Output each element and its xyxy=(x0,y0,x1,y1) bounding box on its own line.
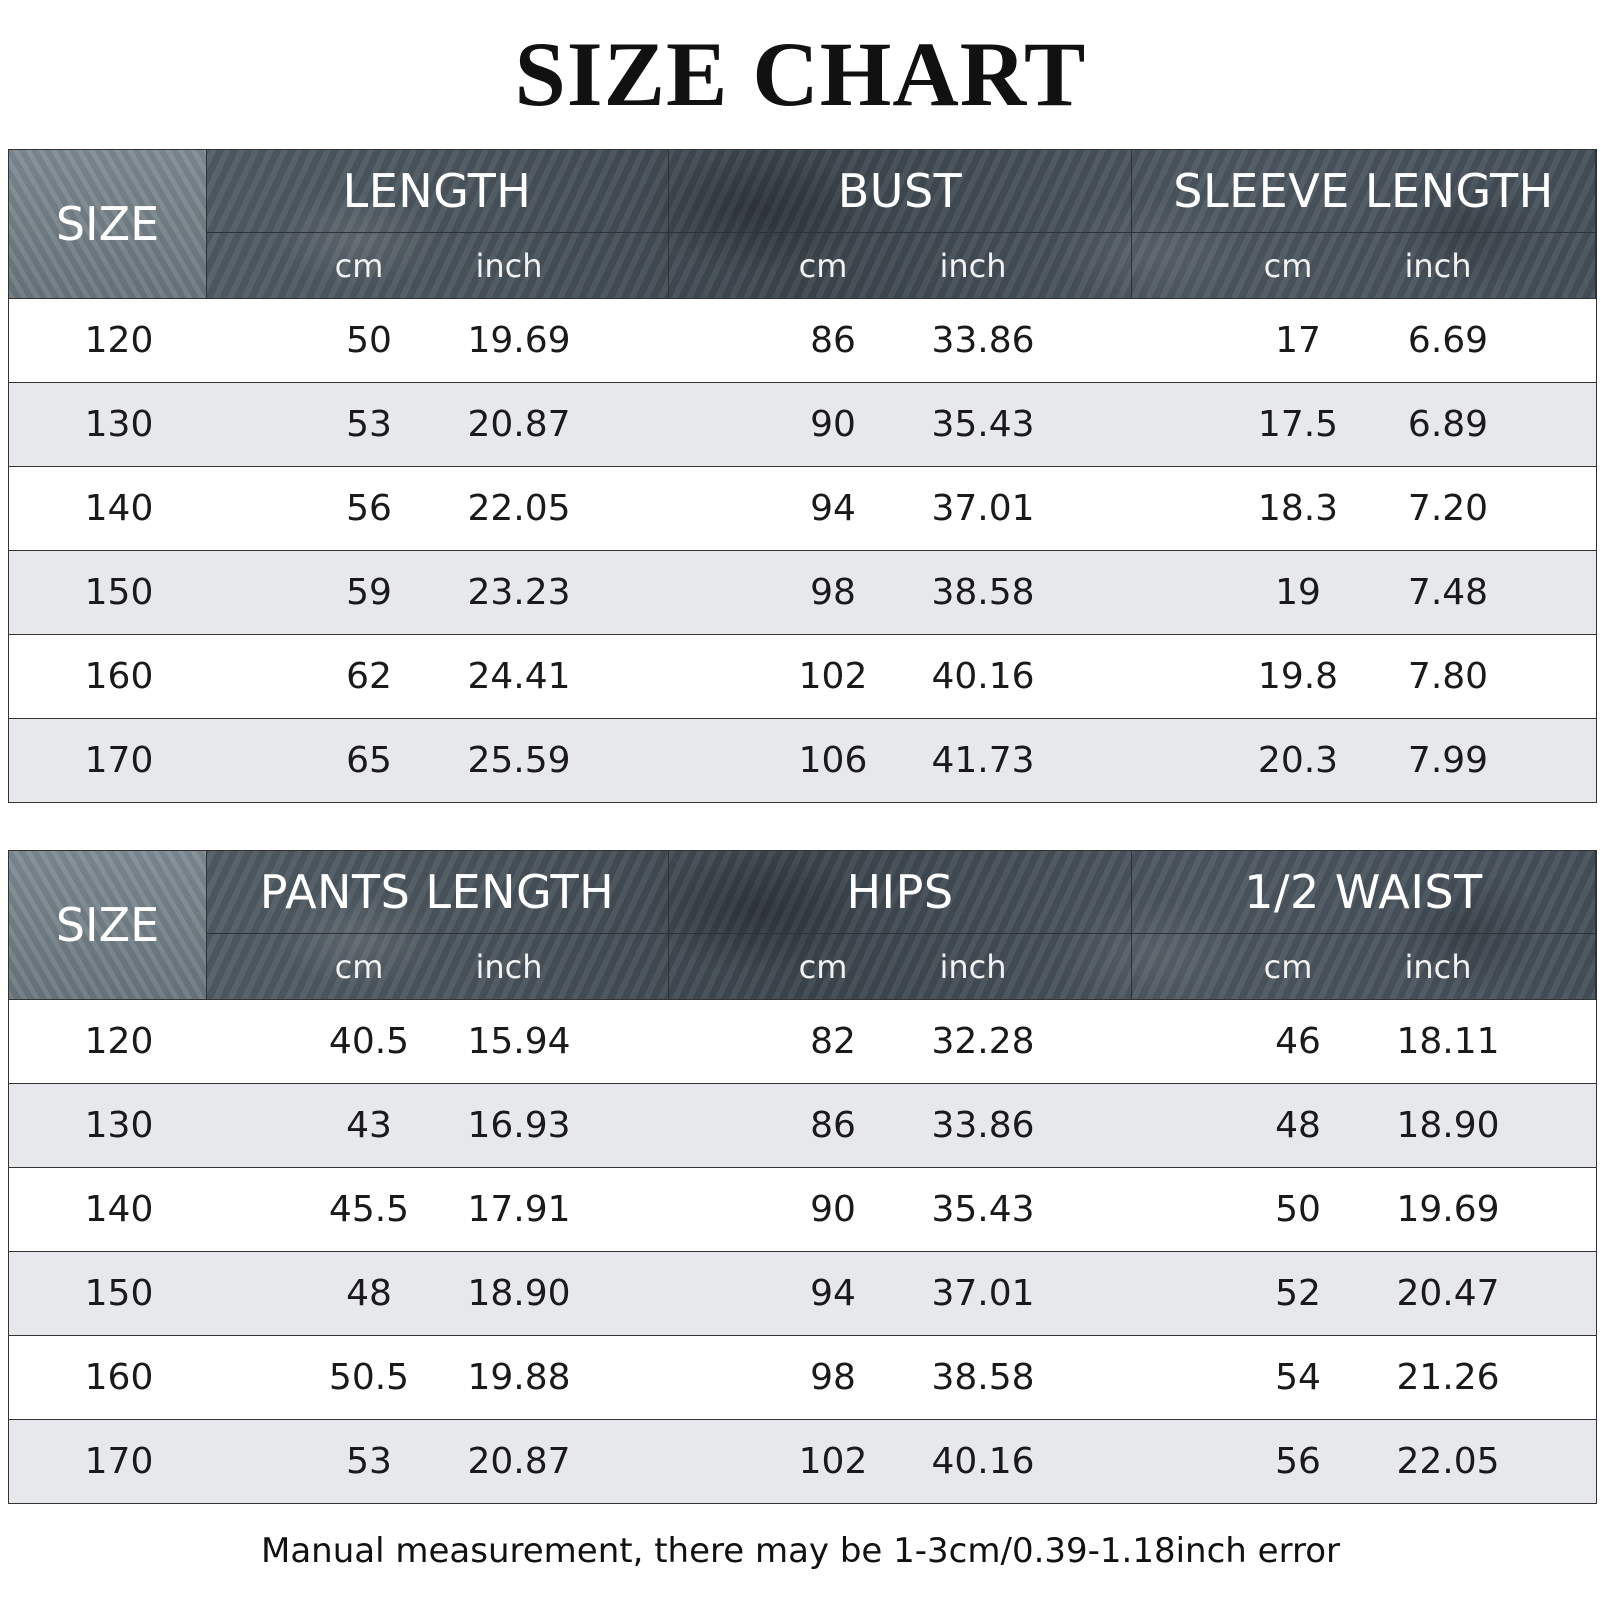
measurement-cell: 53 xyxy=(346,403,392,445)
measurement-cell: 22.05 xyxy=(1396,1440,1500,1482)
measurement-cell: 98 xyxy=(810,571,856,613)
table-row xyxy=(9,298,1596,382)
table-row xyxy=(9,382,1596,466)
measurement-cell: 106 xyxy=(798,739,868,781)
measurement-cell: 17.91 xyxy=(467,1188,571,1230)
table-row xyxy=(9,634,1596,718)
group-label: 1/2 WAIST xyxy=(1132,851,1595,934)
size-cell: 150 xyxy=(84,1272,154,1314)
measurement-cell: 35.43 xyxy=(931,403,1035,445)
unit-label: inch xyxy=(939,247,1007,285)
measurement-cell: 86 xyxy=(810,1104,856,1146)
measurement-cell: 94 xyxy=(810,1272,856,1314)
unit-label: inch xyxy=(475,948,543,986)
page-title: SIZE CHART xyxy=(514,23,1087,125)
measurement-cell: 19.88 xyxy=(467,1356,571,1398)
measurement-cell: 19.69 xyxy=(467,319,571,361)
table-row xyxy=(9,1419,1596,1503)
measurement-cell: 38.58 xyxy=(931,1356,1035,1398)
unit-label: cm xyxy=(334,247,384,285)
size-cell: 140 xyxy=(84,487,154,529)
table-body xyxy=(9,999,1596,1503)
size-cell: 140 xyxy=(84,1188,154,1230)
table-row xyxy=(9,1083,1596,1167)
unit-label: inch xyxy=(1404,948,1472,986)
measurement-cell: 40.16 xyxy=(931,1440,1035,1482)
measurement-cell: 59 xyxy=(346,571,392,613)
measurement-cell: 19 xyxy=(1275,571,1321,613)
measurement-cell: 82 xyxy=(810,1020,856,1062)
size-cell: 150 xyxy=(84,571,154,613)
measurement-cell: 22.05 xyxy=(467,487,571,529)
measurement-cell: 17 xyxy=(1275,319,1321,361)
measurement-cell: 98 xyxy=(810,1356,856,1398)
size-table-pants xyxy=(8,850,1597,1504)
measurement-cell: 102 xyxy=(798,1440,868,1482)
measurement-cell: 50.5 xyxy=(328,1356,410,1398)
measurement-cell: 7.99 xyxy=(1407,739,1489,781)
group-label: SLEEVE LENGTH xyxy=(1132,150,1595,233)
measurement-cell: 50 xyxy=(346,319,392,361)
group-header-pants-length xyxy=(206,851,669,999)
measurement-cell: 102 xyxy=(798,655,868,697)
measurement-cell: 62 xyxy=(346,655,392,697)
table-body xyxy=(9,298,1596,802)
table-header xyxy=(9,851,1596,999)
measurement-cell: 37.01 xyxy=(931,487,1035,529)
measurement-cell: 86 xyxy=(810,319,856,361)
measurement-cell: 37.01 xyxy=(931,1272,1035,1314)
group-header-half-waist xyxy=(1132,851,1596,999)
size-cell: 130 xyxy=(84,1104,154,1146)
measurement-cell: 19.8 xyxy=(1257,655,1339,697)
size-table-tops xyxy=(8,149,1597,803)
group-label: LENGTH xyxy=(206,150,668,233)
unit-label: cm xyxy=(1263,247,1313,285)
table-row xyxy=(9,1251,1596,1335)
table-row xyxy=(9,1335,1596,1419)
measurement-cell: 6.89 xyxy=(1407,403,1489,445)
size-cell: 170 xyxy=(84,739,154,781)
measurement-cell: 94 xyxy=(810,487,856,529)
unit-label: cm xyxy=(798,948,848,986)
table-row xyxy=(9,718,1596,802)
size-column-header: SIZE xyxy=(9,150,207,298)
measurement-cell: 20.47 xyxy=(1396,1272,1500,1314)
measurement-cell: 46 xyxy=(1275,1020,1321,1062)
size-cell: 120 xyxy=(84,1020,154,1062)
measurement-cell: 52 xyxy=(1275,1272,1321,1314)
table-row xyxy=(9,999,1596,1083)
size-cell: 160 xyxy=(84,655,154,697)
measurement-cell: 6.69 xyxy=(1407,319,1489,361)
measurement-cell: 56 xyxy=(1275,1440,1321,1482)
measurement-cell: 18.90 xyxy=(1396,1104,1500,1146)
measurement-cell: 16.93 xyxy=(467,1104,571,1146)
measurement-cell: 56 xyxy=(346,487,392,529)
measurement-cell: 20.87 xyxy=(467,1440,571,1482)
measurement-cell: 18.90 xyxy=(467,1272,571,1314)
unit-label: cm xyxy=(1263,948,1313,986)
measurement-cell: 33.86 xyxy=(931,1104,1035,1146)
table-row xyxy=(9,1167,1596,1251)
group-header-bust xyxy=(669,150,1132,298)
measurement-cell: 48 xyxy=(346,1272,392,1314)
measurement-cell: 7.80 xyxy=(1407,655,1489,697)
measurement-cell: 48 xyxy=(1275,1104,1321,1146)
measurement-cell: 24.41 xyxy=(467,655,571,697)
measurement-cell: 40.16 xyxy=(931,655,1035,697)
measurement-cell: 90 xyxy=(810,1188,856,1230)
measurement-cell: 45.5 xyxy=(328,1188,410,1230)
measurement-cell: 21.26 xyxy=(1396,1356,1500,1398)
measurement-cell: 33.86 xyxy=(931,319,1035,361)
table-header xyxy=(9,150,1596,298)
size-column-header: SIZE xyxy=(9,851,207,999)
measurement-cell: 65 xyxy=(346,739,392,781)
measurement-cell: 54 xyxy=(1275,1356,1321,1398)
measurement-cell: 35.43 xyxy=(931,1188,1035,1230)
measurement-cell: 15.94 xyxy=(467,1020,571,1062)
unit-label: inch xyxy=(475,247,543,285)
measurement-cell: 53 xyxy=(346,1440,392,1482)
measurement-cell: 43 xyxy=(346,1104,392,1146)
group-label: BUST xyxy=(669,150,1131,233)
measurement-cell: 20.87 xyxy=(467,403,571,445)
unit-label: cm xyxy=(334,948,384,986)
measurement-cell: 25.59 xyxy=(467,739,571,781)
measurement-cell: 40.5 xyxy=(328,1020,410,1062)
table-row xyxy=(9,550,1596,634)
size-cell: 160 xyxy=(84,1356,154,1398)
group-label: HIPS xyxy=(669,851,1131,934)
measurement-cell: 50 xyxy=(1275,1188,1321,1230)
group-header-sleeve-length xyxy=(1132,150,1596,298)
measurement-cell: 19.69 xyxy=(1396,1188,1500,1230)
group-header-hips xyxy=(669,851,1132,999)
unit-label: inch xyxy=(1404,247,1472,285)
unit-label: inch xyxy=(939,948,1007,986)
measurement-cell: 20.3 xyxy=(1257,739,1339,781)
measurement-cell: 7.48 xyxy=(1407,571,1489,613)
measurement-cell: 90 xyxy=(810,403,856,445)
measurement-cell: 41.73 xyxy=(931,739,1035,781)
size-cell: 170 xyxy=(84,1440,154,1482)
table-row xyxy=(9,466,1596,550)
size-cell: 130 xyxy=(84,403,154,445)
measurement-cell: 23.23 xyxy=(467,571,571,613)
measurement-cell: 18.3 xyxy=(1257,487,1339,529)
unit-label: cm xyxy=(798,247,848,285)
measurement-note: Manual measurement, there may be 1-3cm/0.39-1.18inch error xyxy=(261,1531,1340,1571)
measurement-cell: 18.11 xyxy=(1396,1020,1500,1062)
size-cell: 120 xyxy=(84,319,154,361)
measurement-cell: 32.28 xyxy=(931,1020,1035,1062)
group-label: PANTS LENGTH xyxy=(206,851,668,934)
measurement-cell: 7.20 xyxy=(1407,487,1489,529)
measurement-cell: 17.5 xyxy=(1257,403,1339,445)
group-header-length xyxy=(206,150,669,298)
measurement-cell: 38.58 xyxy=(931,571,1035,613)
